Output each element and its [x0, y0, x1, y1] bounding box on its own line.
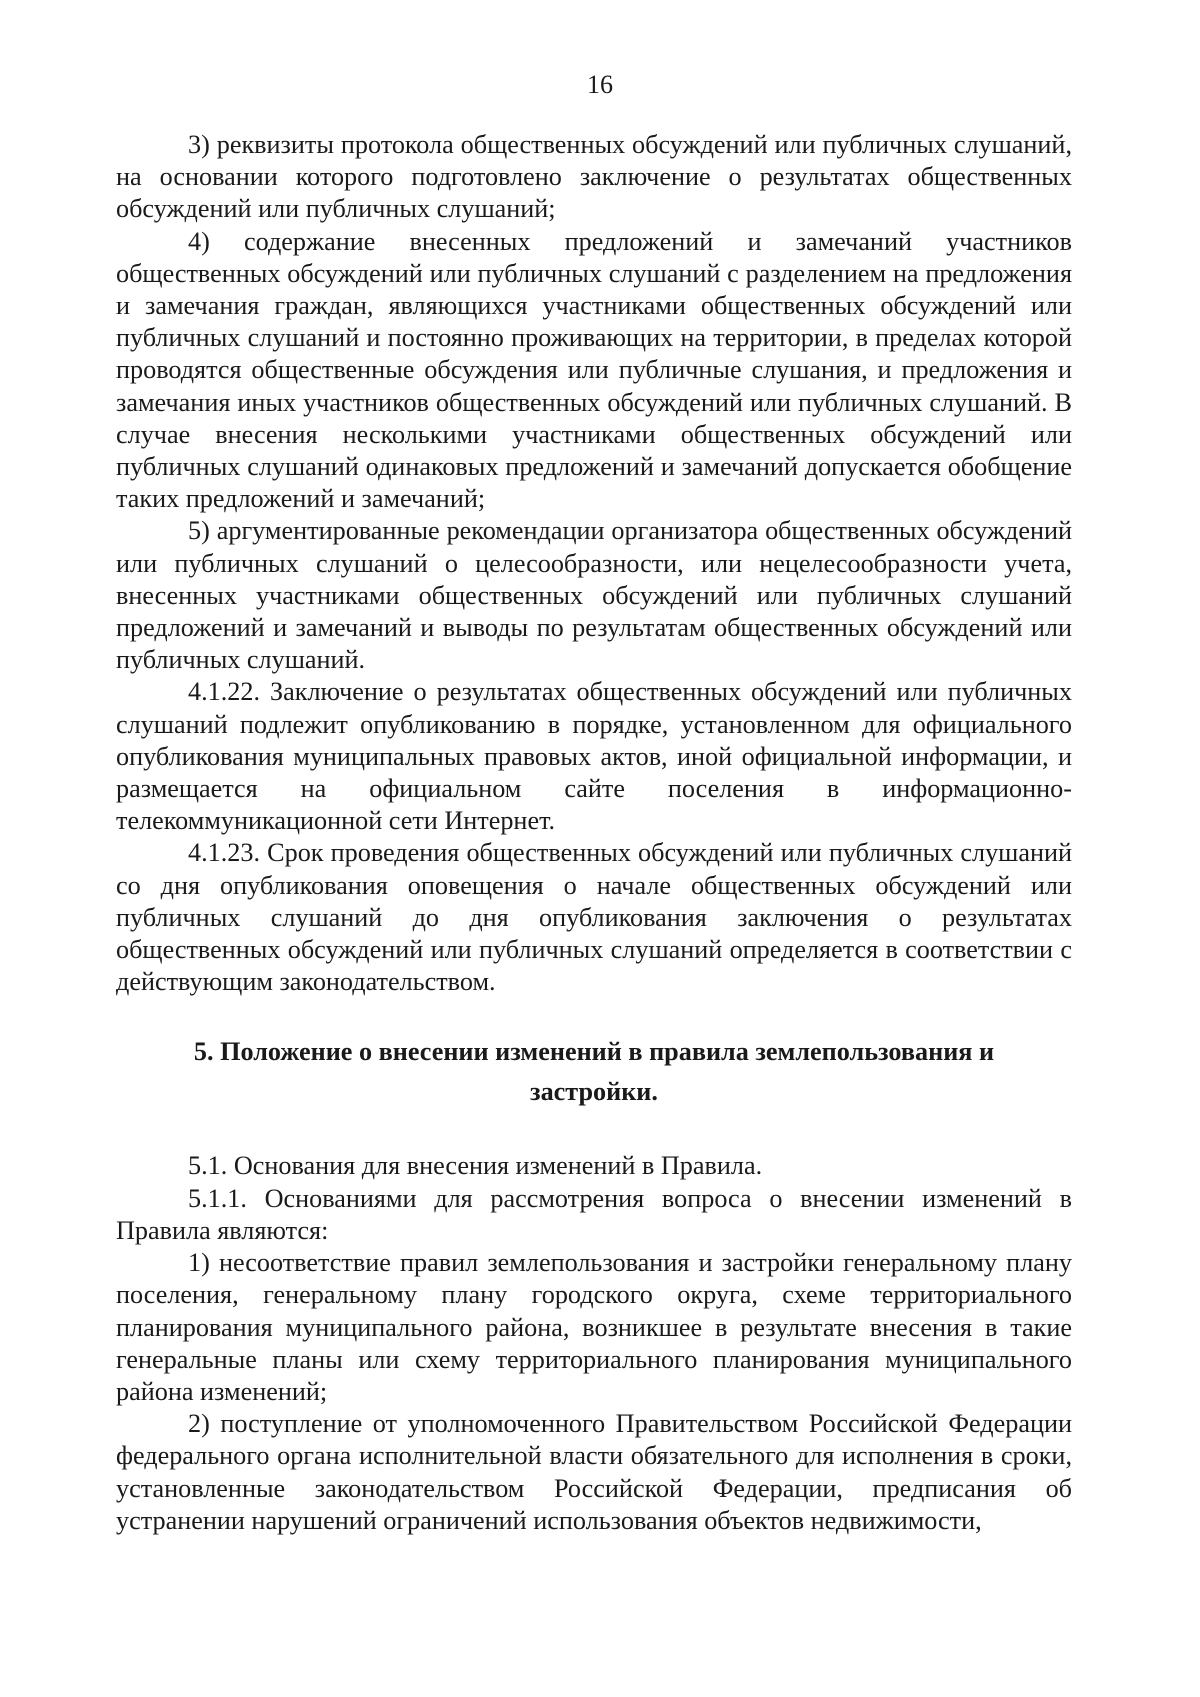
paragraph-5-1-1: 5.1.1. Основаниями для рассмотрения вопроса о внесении изменений в Правила являются: [116, 1183, 1072, 1245]
document-body [116, 129, 1072, 1537]
paragraph-item-2: 2) поступление от уполномоченного Правительством Российской Федерации федерального органа исполнительной власти обязательного для исполнения в сроки, установленные законодательством Российской Федерации, предписания об устранении нарушений ограничений использования объектов недвижимости, [116, 1409, 1072, 1535]
paragraph-item-3: 3) реквизиты протокола общественных обсуждений или публичных слушаний, на основании которого подготовлено заключение о результатах общественных обсуждений или публичных слушаний; [116, 130, 1072, 224]
paragraph-4-1-22: 4.1.22. Заключение о результатах общественных обсуждений или публичных слушаний подлежит опубликованию в порядке, установленном для официального опубликования муниципальных правовых актов, иной официальной информации, и размещается на официальном сайте поселения в информационно-телекоммуникационной сети Интернет. [116, 677, 1072, 836]
section-heading: 5. Положение о внесении изменений в правила землепользования и застройки. [193, 1037, 995, 1107]
paragraph-item-1: 1) несоответствие правил землепользования и застройки генеральному плану поселения, генеральному плану городского округа, схеме территориального планирования муниципального района, возникшее в результате внесения в такие генеральные планы или схему территориального планирования муниципального района изменений; [116, 1248, 1072, 1406]
paragraph-item-5: 5) аргументированные рекомендации организатора общественных обсуждений или публичных слушаний о целесообразности, или нецелесообразности учета, внесенных участниками общественных обсуждений или публичных слушаний предложений и замечаний и выводы по результатам общественных обсуждений или публичных слушаний. [116, 516, 1072, 675]
page-number: 16 [587, 70, 613, 99]
paragraph-item-4: 4) содержание внесенных предложений и замечаний участников общественных обсуждений или публичных слушаний с разделением на предложения и замечания граждан, являющихся участниками общественных обсуждений или публичных слушаний и постоянно проживающих на территории, в пределах которой проводятся общественные обсуждения или публичные слушания, и предложения и замечания иных участников общественных обсуждений или публичных слушаний. В случае внесения несколькими участниками общественных обсуждений или публичных слушаний одинаковых предложений и замечаний допускается обобщение таких предложений и замечаний; [116, 226, 1072, 514]
paragraph-4-1-23: 4.1.23. Срок проведения общественных обсуждений или публичных слушаний со дня опубликования оповещения о начале общественных обсуждений или публичных слушаний до дня опубликования заключения о результатах общественных обсуждений или публичных слушаний определяется в соответствии с действующим законодательством. [116, 838, 1072, 997]
paragraph-5-1: 5.1. Основания для внесения изменений в Правила. [188, 1151, 763, 1181]
